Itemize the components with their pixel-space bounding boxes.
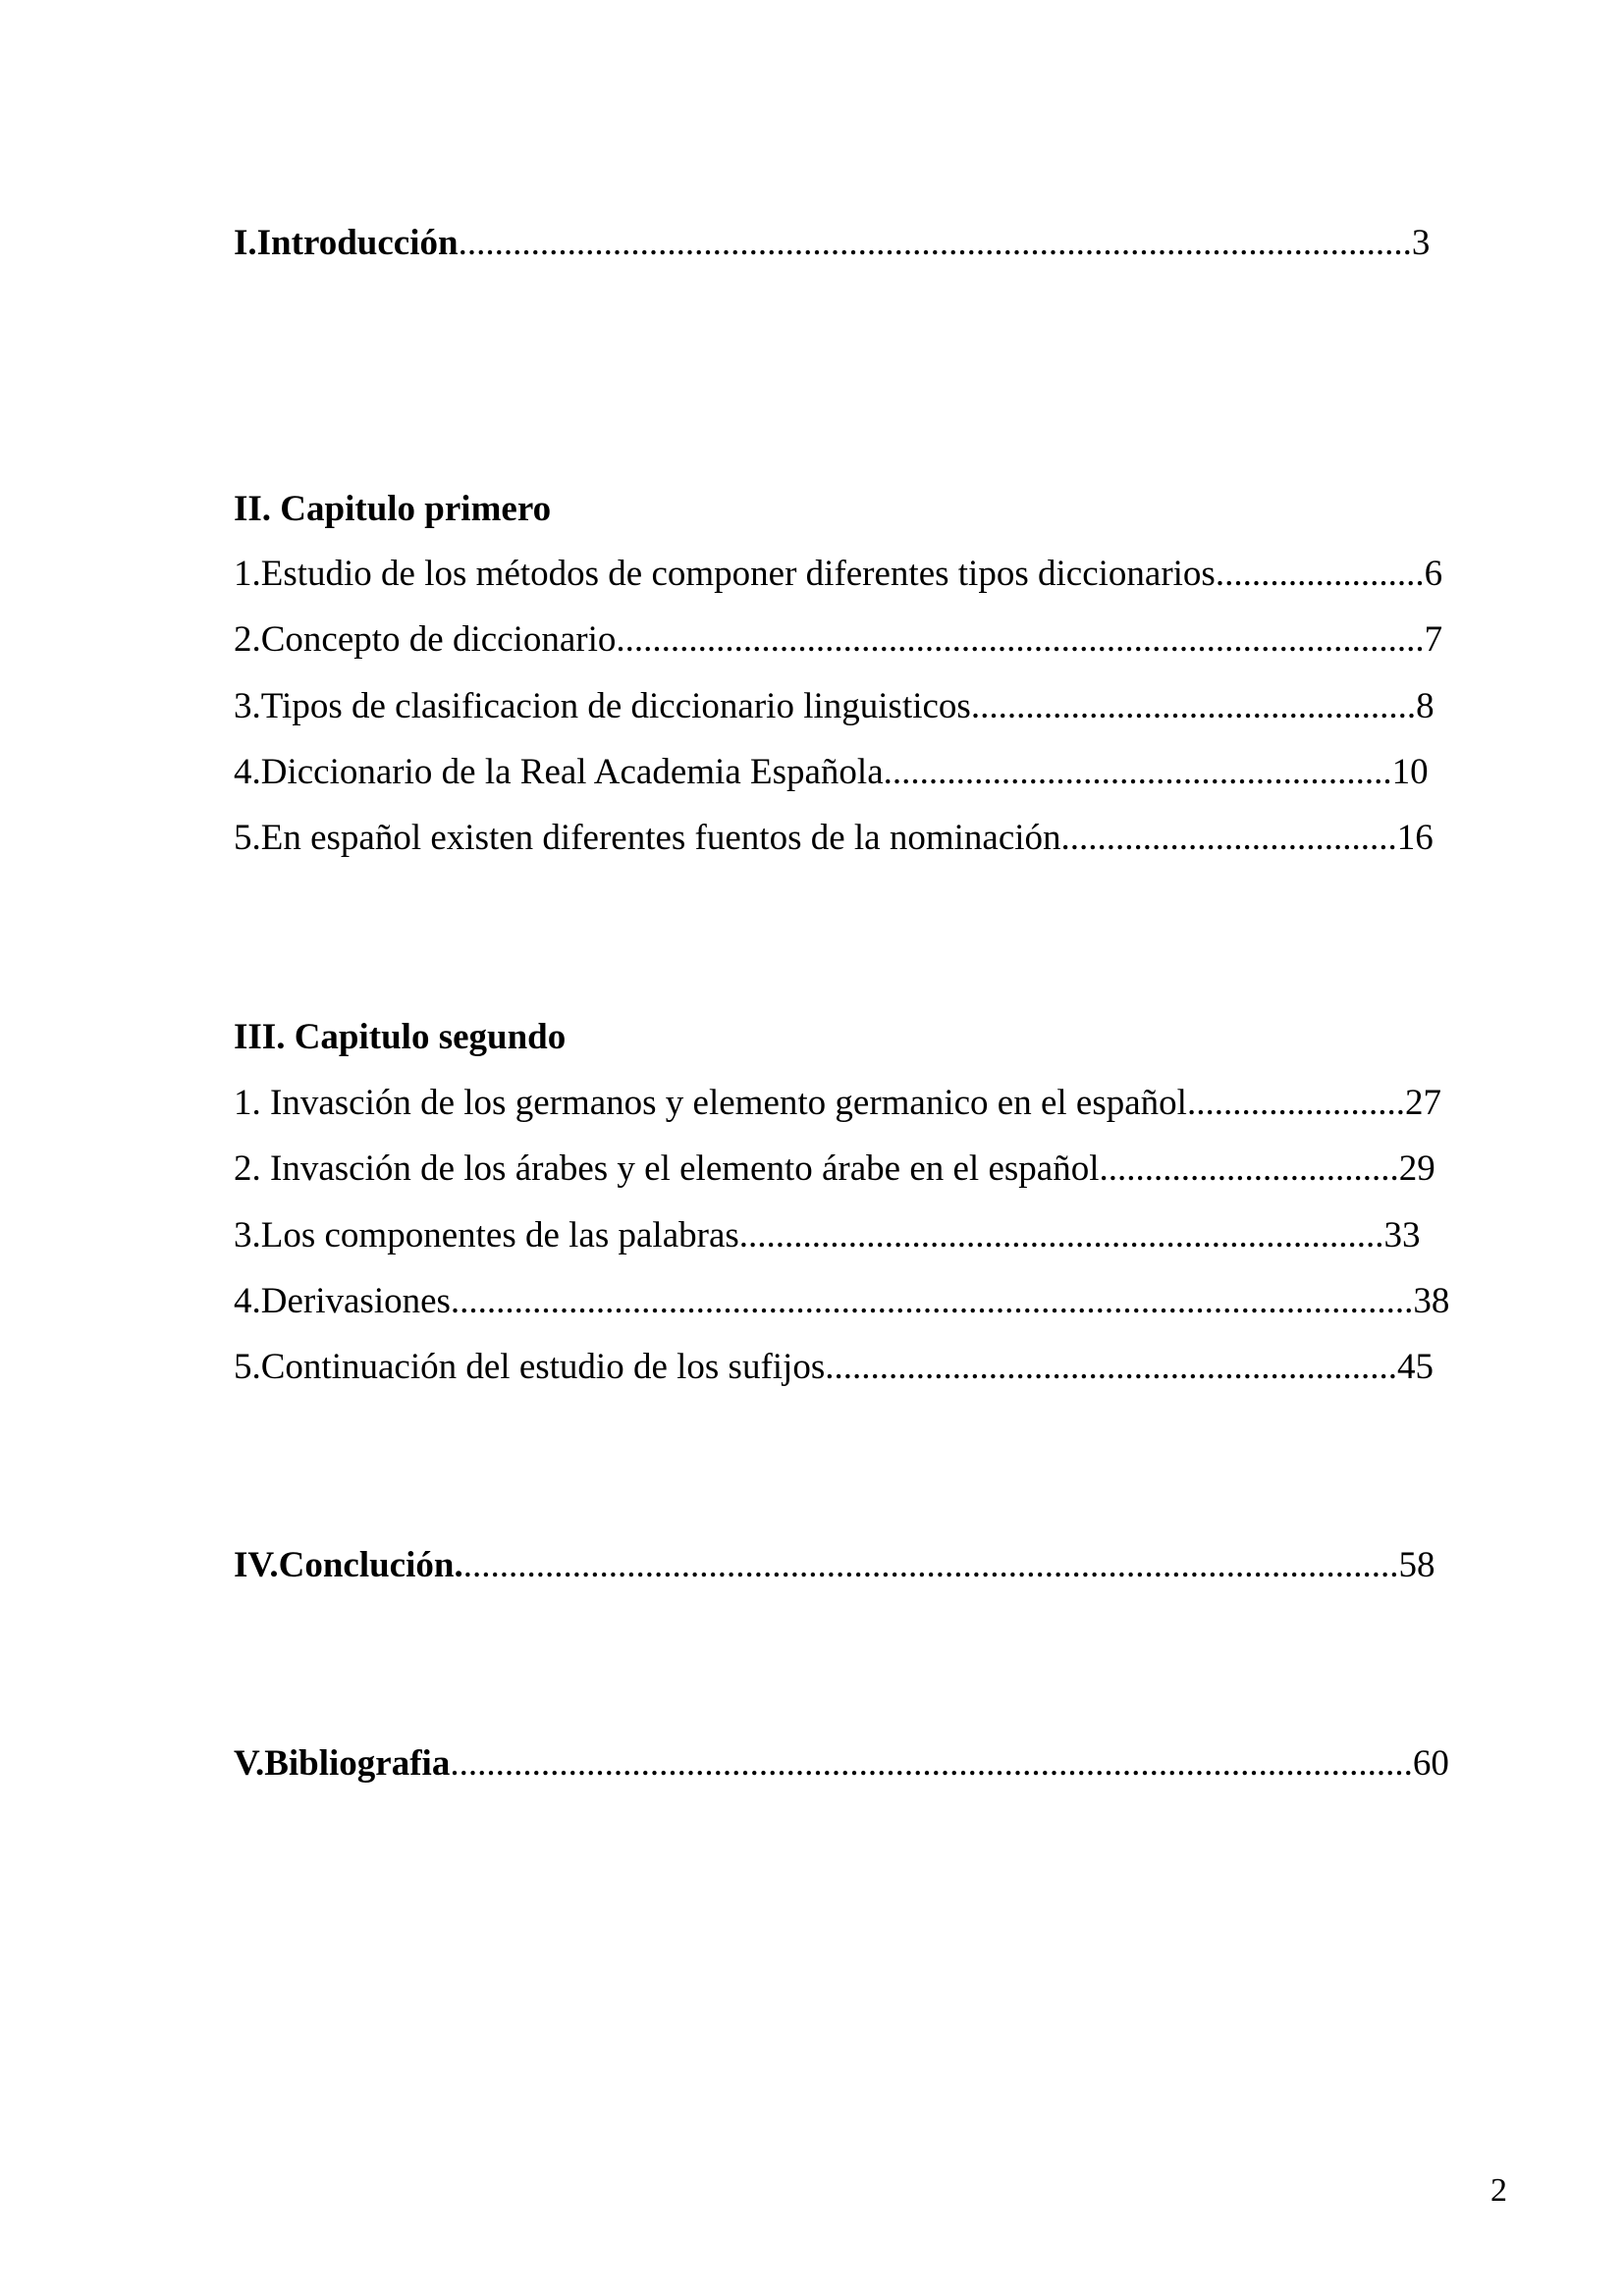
toc-entry[interactable]: [234, 1082, 1441, 1125]
toc-page-number: 3: [1411, 223, 1431, 263]
toc-entry-text: 2.Concepto de diccionario.........................................................................................: [234, 619, 1425, 660]
toc-leader: ..........................................................................................................: [450, 1743, 1413, 1784]
toc-entry-conclucion[interactable]: [234, 1544, 1435, 1587]
toc-page-number: 29: [1398, 1148, 1435, 1189]
toc-entry[interactable]: [234, 1280, 1449, 1323]
page-number: 2: [1490, 2172, 1507, 2209]
toc-entry[interactable]: [234, 751, 1429, 794]
toc-entry-text: 1.Estudio de los métodos de componer diferentes tipos diccionarios.......................: [234, 554, 1425, 594]
toc-page-number: 45: [1396, 1347, 1434, 1387]
toc-page-number: 8: [1416, 686, 1435, 726]
toc-entry-text: 5.En español existen diferentes fuentos de la nominación.....................................: [234, 818, 1397, 858]
toc-page-number: 10: [1391, 752, 1429, 792]
toc-page-number: 7: [1424, 619, 1443, 660]
toc-entry[interactable]: [234, 553, 1442, 596]
toc-entry-text: 3.Los componentes de las palabras.......................................................................: [234, 1215, 1384, 1255]
toc-entry[interactable]: [234, 618, 1442, 662]
toc-leader: .......................................................................................................: [462, 1545, 1399, 1585]
toc-page-number: 16: [1396, 818, 1434, 858]
chapter-heading-segundo: III. Capitulo segundo: [234, 1017, 567, 1057]
toc-entry-bibliografia[interactable]: [234, 1742, 1449, 1786]
toc-entry-introduccion[interactable]: [234, 222, 1430, 265]
toc-entry-text: 4.Derivasiones..........................................................................................................: [234, 1281, 1414, 1321]
toc-entry[interactable]: [234, 685, 1435, 728]
toc-entry-title: IV.Conclución.: [234, 1545, 463, 1585]
toc-page-number: 33: [1383, 1215, 1421, 1255]
toc-entry[interactable]: [234, 1346, 1434, 1389]
toc-entry[interactable]: [234, 817, 1434, 860]
toc-entry[interactable]: [234, 1214, 1421, 1257]
toc-page-number: 38: [1413, 1281, 1450, 1321]
toc-entry-text: 3.Tipos de clasificacion de diccionario linguisticos.................................................: [234, 686, 1417, 726]
toc-entry[interactable]: [234, 1148, 1435, 1191]
toc-entry-text: 1. Invasción de los germanos y elemento germanico en el español........................: [234, 1083, 1405, 1123]
toc-entry-text: 5.Continuación del estudio de los sufijos...............................................................: [234, 1347, 1397, 1387]
toc-page-number: 60: [1412, 1743, 1449, 1784]
toc-entry-title: V.Bibliografia: [234, 1743, 451, 1784]
toc-page-number: 27: [1404, 1083, 1441, 1123]
chapter-heading-primero: II. Capitulo primero: [234, 489, 552, 529]
toc-entry-text: 2. Invasción de los árabes y el elemento árabe en el español.................................: [234, 1148, 1399, 1189]
toc-entry-title: I.Introducción: [234, 223, 459, 263]
toc-page-number: 6: [1424, 554, 1443, 594]
toc-leader: .........................................................................................................: [458, 223, 1412, 263]
toc-entry-text: 4.Diccionario de la Real Academia Española........................................................: [234, 752, 1392, 792]
toc-page-number: 58: [1398, 1545, 1435, 1585]
